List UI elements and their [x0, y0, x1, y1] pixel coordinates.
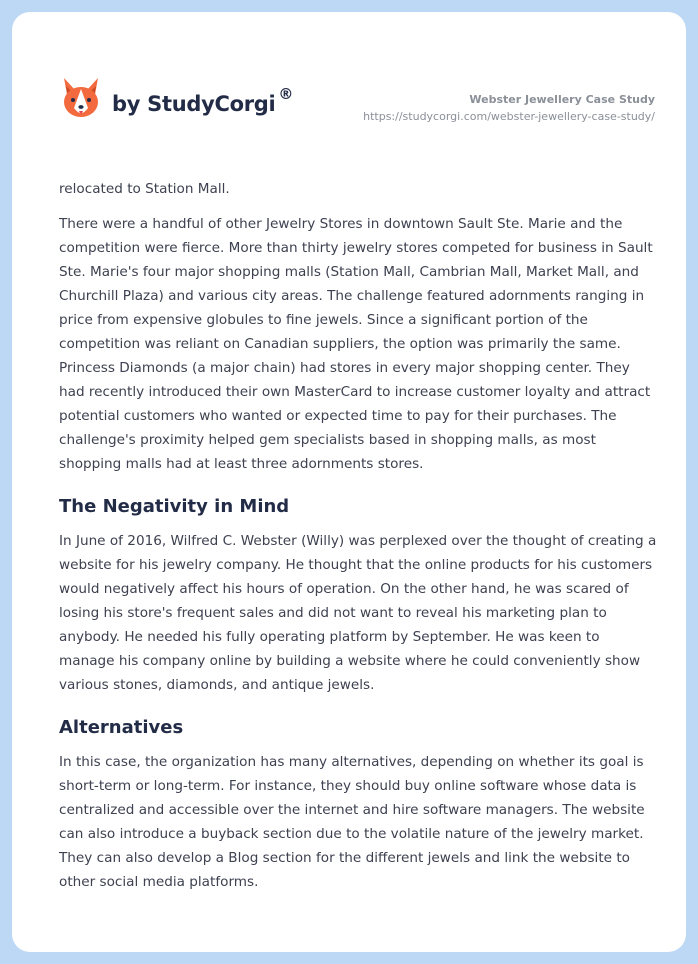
- document-title: Webster Jewellery Case Study: [469, 93, 655, 106]
- intro-fragment: relocated to Station Mall.: [59, 181, 230, 197]
- heading-negativity: The Negativity in Mind: [59, 496, 290, 517]
- document-url[interactable]: https://studycorgi.com/webster-jewellery-case-study/: [363, 110, 655, 123]
- studycorgi-logo[interactable]: [60, 76, 293, 120]
- document-page: [12, 12, 686, 952]
- brand-name: by StudyCorgi ®: [112, 84, 294, 116]
- paragraph-alternatives: In this case, the organization has many alternatives, depending on whether its goal is short-term or long-term. For instance, they should buy online software whose data is centralized and accessible over the internet and hire software managers. The website can also introduce a buyback section due to the volatile nature of the jewelry market. They can also develop a Blog section for the different jewels and link the website to other social media platforms.: [59, 754, 645, 890]
- paragraph-negativity: In June of 2016, Wilfred C. Webster (Willy) was perplexed over the thought of creating a website for his jewelry company. He thought that the online products for his customers would negatively affect his hours of operation. On the other hand, he was scared of losing his store's frequent sales and did not want to reveal his marketing plan to anybody. He needed his fully operating platform by September. He was keen to manage his company online by building a website where he could conveniently show various stones, diamonds, and antique jewels.: [59, 533, 657, 693]
- heading-alternatives: Alternatives: [59, 717, 184, 738]
- document-meta: [363, 93, 655, 124]
- corgi-icon: [60, 76, 102, 120]
- article-body: [59, 177, 659, 905]
- paragraph-competition: There were a handful of other Jewelry Stores in downtown Sault Ste. Marie and the competition were fierce. More than thirty jewelry stores competed for business in Sault Ste. Marie's four major shopping malls (Station Mall, Cambrian Mall, Market Mall, and Churchill Plaza) and various city areas. The challenge featured adornments ranging in price from expensive globules to fine jewels. Since a significant portion of the competition was reliant on Canadian suppliers, the option was primarily the same. Princess Diamonds (a major chain) had stores in every major shopping center. They had recently introduced their own MasterCard to increase customer loyalty and attract potential customers who wanted or expected time to pay for their purchases. The challenge's proximity helped gem specialists based in shopping malls, as most shopping malls had at least three adornments stores.: [59, 216, 653, 472]
